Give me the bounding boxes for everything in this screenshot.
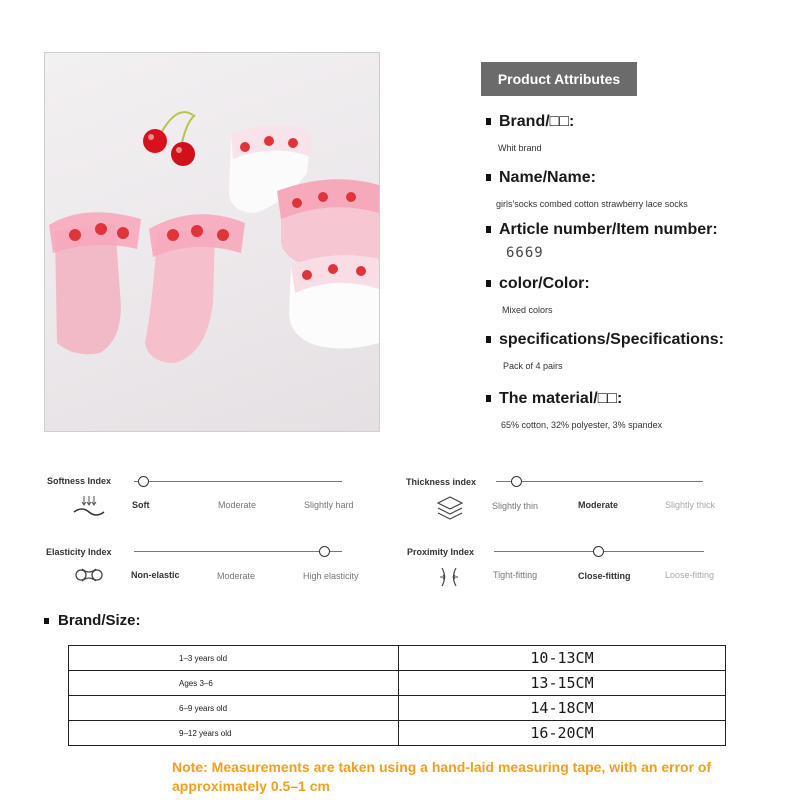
- size-age: 9–12 years old: [69, 721, 399, 746]
- size-value: 16-20CM: [399, 721, 726, 746]
- size-age: 1–3 years old: [69, 646, 399, 671]
- attr-specifications: [486, 331, 724, 371]
- proximity-index-title: Proximity Index: [407, 547, 475, 557]
- product-attributes-header: Product Attributes: [481, 62, 637, 96]
- size-age: 6–9 years old: [69, 696, 399, 721]
- elasticity-level-moderate: Moderate: [217, 571, 256, 581]
- proximity-level-close: Close-fitting: [578, 571, 631, 581]
- attr-brand-key: Brand/□□:: [486, 113, 574, 131]
- thickness-knob: [511, 476, 522, 487]
- elasticity-index-title: Elasticity Index: [46, 547, 112, 557]
- attr-name: [486, 169, 688, 209]
- attr-name-value: girls'socks combed cotton strawberry lace socks: [496, 199, 688, 209]
- size-value: 14-18CM: [399, 696, 726, 721]
- elasticity-level-high: High elasticity: [303, 571, 359, 581]
- proximity-level-loose: Loose-fitting: [665, 570, 715, 580]
- softness-knob: [138, 476, 149, 487]
- softness-index-title: Softness Index: [47, 476, 112, 486]
- softness-level-soft: Soft: [132, 500, 150, 510]
- table-row: [69, 721, 726, 746]
- softness-level-slightly-hard: Slightly hard: [304, 500, 354, 510]
- attr-material: [486, 390, 662, 430]
- attr-item-number-value: 6669: [506, 245, 544, 261]
- softness-icon: [72, 494, 106, 518]
- measurement-note: Note: Measurements are taken using a hand-laid measuring tape, with an error of approximately 0.5–1 cm: [172, 759, 712, 794]
- fit-arrows-icon: [436, 566, 462, 588]
- proximity-knob: [593, 546, 604, 557]
- table-row: [69, 696, 726, 721]
- softness-track: [134, 481, 342, 482]
- attr-color-key: color/Color:: [486, 275, 590, 293]
- thickness-level-slightly-thin: Slightly thin: [492, 501, 539, 511]
- socks-illustration: [45, 53, 379, 431]
- attr-material-key: The material/□□:: [486, 390, 662, 408]
- thickness-level-moderate: Moderate: [578, 500, 619, 510]
- table-row: [69, 671, 726, 696]
- size-value: 10-13CM: [399, 646, 726, 671]
- table-row: [69, 646, 726, 671]
- size-title: Brand/Size:: [44, 612, 141, 629]
- attr-color-value: Mixed colors: [502, 305, 553, 315]
- attr-color: [486, 275, 590, 315]
- layers-icon: [436, 495, 464, 521]
- attr-brand-value: Whit brand: [498, 143, 542, 153]
- thickness-index-title: Thickness index: [406, 477, 477, 487]
- attr-specifications-key: specifications/Specifications:: [486, 331, 724, 349]
- thickness-level-slightly-thick: Slightly thick: [665, 500, 716, 510]
- attr-item-number-key: Article number/Item number:: [486, 221, 718, 239]
- elasticity-knob: [319, 546, 330, 557]
- attr-specifications-value: Pack of 4 pairs: [503, 361, 563, 371]
- elasticity-level-non-elastic: Non-elastic: [131, 570, 180, 580]
- elasticity-track: [134, 551, 342, 552]
- proximity-level-tight: Tight-fitting: [493, 570, 538, 580]
- size-age: Ages 3–6: [69, 671, 399, 696]
- stretch-icon: [74, 566, 104, 584]
- softness-level-moderate: Moderate: [218, 500, 257, 510]
- thickness-track: [496, 481, 703, 482]
- attr-name-key: Name/Name:: [486, 169, 688, 187]
- attr-item-number: [486, 221, 718, 261]
- attr-brand: [486, 113, 574, 153]
- size-table: [68, 645, 726, 746]
- size-value: 13-15CM: [399, 671, 726, 696]
- product-photo: [44, 52, 380, 432]
- attr-material-value: 65% cotton, 32% polyester, 3% spandex: [501, 420, 663, 430]
